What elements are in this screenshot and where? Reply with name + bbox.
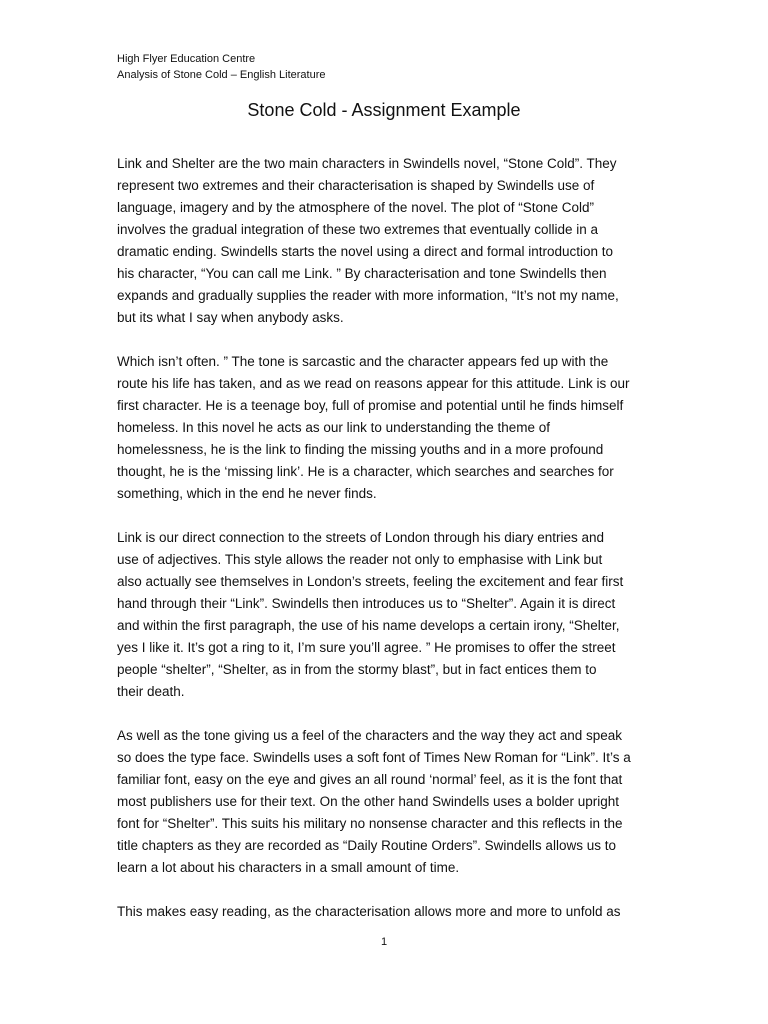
paragraph-line: familiar font, easy on the eye and gives an all round ‘normal’ feel, as it is the font that: [117, 772, 623, 787]
paragraph-line: Link and Shelter are the two main characters in Swindells novel, “Stone Cold”. They: [117, 156, 617, 171]
paragraph-line: most publishers use for their text. On the other hand Swindells uses a bolder upright: [117, 794, 620, 809]
paragraph-line: As well as the tone giving us a feel of the characters and the way they act and speak: [117, 728, 623, 743]
body-paragraph: [117, 351, 657, 505]
paragraph-line: yes I like it. It’s got a ring to it, I’m sure you’ll agree. ” He promises to offer the street: [117, 640, 616, 655]
paragraph-line: learn a lot about his characters in a small amount of time.: [117, 860, 460, 875]
document-body: [117, 153, 657, 945]
paragraph-line: his character, “You can call me Link. ” By characterisation and tone Swindells then: [117, 266, 607, 281]
body-paragraph: [117, 725, 657, 879]
paragraph-line: also actually see themselves in London’s streets, feeling the excitement and fear first: [117, 574, 624, 589]
body-paragraph: [117, 901, 657, 923]
body-paragraph: [117, 527, 657, 703]
paragraph-line: use of adjectives. This style allows the reader not only to emphasise with Link but: [117, 552, 603, 567]
paragraph-line: people “shelter”, “Shelter, as in from the stormy blast”, but in fact entices them to: [117, 662, 597, 677]
paragraph-line: represent two extremes and their characterisation is shaped by Swindells use of: [117, 178, 595, 193]
paragraph-line: and within the first paragraph, the use of his name develops a certain irony, “Shelter,: [117, 618, 620, 633]
paragraph-line: something, which in the end he never finds.: [117, 486, 377, 501]
page-number: 1: [380, 936, 388, 948]
document-title: Stone Cold - Assignment Example: [247, 100, 521, 120]
body-paragraph: [117, 153, 657, 329]
paragraph-line: so does the type face. Swindells uses a soft font of Times New Roman for “Link”. It’s a: [117, 750, 631, 765]
document-header: [117, 51, 657, 83]
paragraph-line: thought, he is the ‘missing link’. He is a character, which searches and searches for: [117, 464, 614, 479]
paragraph-line: font for “Shelter”. This suits his military no nonsense character and this reflects in the: [117, 816, 623, 831]
paragraph-line: expands and gradually supplies the reader with more information, “It’s not my name,: [117, 288, 619, 303]
paragraph-line: Which isn’t often. ” The tone is sarcastic and the character appears fed up with the: [117, 354, 609, 369]
paragraph-line: dramatic ending. Swindells starts the novel using a direct and formal introduction to: [117, 244, 614, 259]
paragraph-line: their death.: [117, 684, 185, 699]
paragraph-line: first character. He is a teenage boy, full of promise and potential until he finds himself: [117, 398, 624, 413]
header-subtitle: Analysis of Stone Cold – English Literature: [117, 69, 326, 81]
paragraph-line: route his life has taken, and as we read on reasons appear for this attitude. Link is our: [117, 376, 630, 391]
paragraph-line: but its what I say when anybody asks.: [117, 310, 344, 325]
header-organization: High Flyer Education Centre: [117, 53, 256, 65]
paragraph-line: This makes easy reading, as the characterisation allows more and more to unfold as: [117, 904, 621, 919]
paragraph-line: Link is our direct connection to the streets of London through his diary entries and: [117, 530, 605, 545]
paragraph-line: title chapters as they are recorded as “Daily Routine Orders”. Swindells allows us to: [117, 838, 616, 853]
paragraph-line: involves the gradual integration of these two extremes that eventually collide in a: [117, 222, 599, 237]
paragraph-line: homeless. In this novel he acts as our link to understanding the theme of: [117, 420, 551, 435]
paragraph-line: hand through their “Link”. Swindells then introduces us to “Shelter”. Again it is direct: [117, 596, 616, 611]
paragraph-line: homelessness, he is the link to finding the missing youths and in a more profound: [117, 442, 604, 457]
paragraph-line: language, imagery and by the atmosphere of the novel. The plot of “Stone Cold”: [117, 200, 595, 215]
